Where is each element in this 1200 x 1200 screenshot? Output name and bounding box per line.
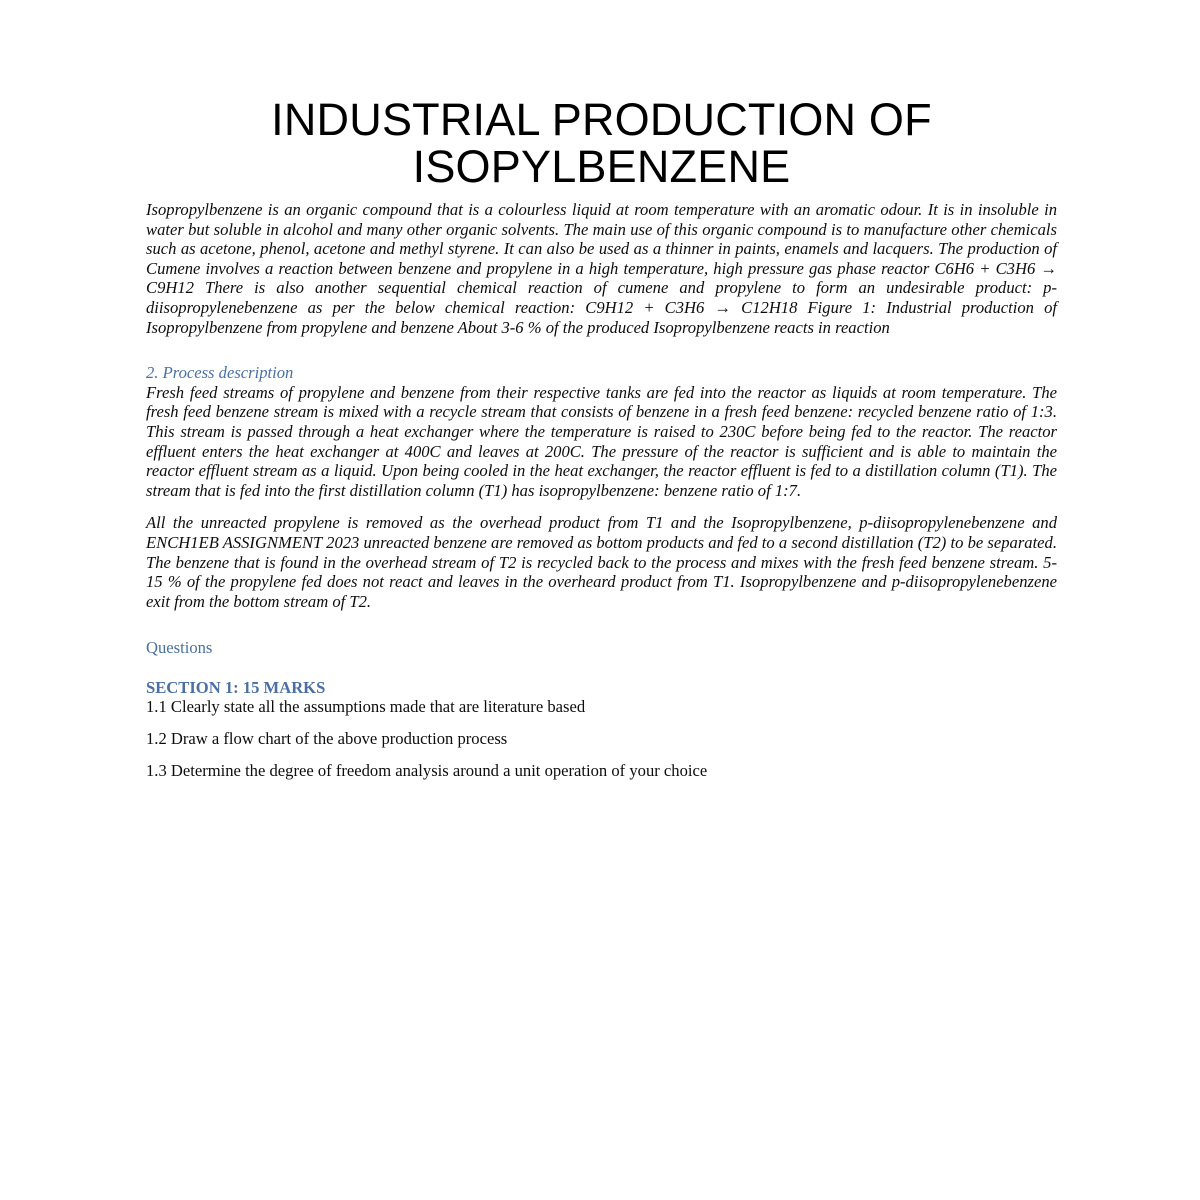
question-item: 1.1 Clearly state all the assumptions made that are literature based	[146, 697, 586, 717]
intro-paragraph: Isopropylbenzene is an organic compound that is a colourless liquid at room temperature with an aromatic odour. It is in insoluble in water but soluble in alcohol and many other organic solvents. The main use of this organic compound is to manufacture other chemicals such as acetone, phenol, acetone and methyl styrene. It can also be used as a thinner in paints, enamels and lacquers. The production of Cumene involves a reaction between benzene and propylene in a high temperature, high pressure gas phase reactor C6H6 + C3H6 → C9H12 There is also another sequential chemical reaction of cumene and propylene to form an undesirable product: p-diisopropylenebenzene as per the below chemical reaction: C9H12 + C3H6 → C12H18 Figure 1: Industrial production of Isopropylbenzene from propylene and benzene About 3-6 % of the produced Isopropylbenzene reacts in reaction	[146, 200, 1057, 337]
process-paragraph-2: All the unreacted propylene is removed as the overhead product from T1 and the Isopropylbenzene, p-diisopropylenebenzene and ENCH1EB ASSIGNMENT 2023 unreacted benzene are removed as bottom products and fed to a second distillation (T2) to be separated. The benzene that is found in the overhead stream of T2 is recycled back to the process and mixes with the fresh feed benzene stream. 5-15 % of the propylene fed does not react and leaves in the overheard product from T1. Isopropylbenzene and p-diisopropylenebenzene exit from the bottom stream of T2.	[146, 513, 1057, 611]
question-item: 1.2 Draw a flow chart of the above production process	[146, 729, 508, 749]
page-title	[146, 96, 1057, 190]
question-item: 1.3 Determine the degree of freedom analysis around a unit operation of your choice	[146, 760, 708, 780]
process-paragraph-1: Fresh feed streams of propylene and benzene from their respective tanks are fed into the reactor as liquids at room temperature. The fresh feed benzene stream is mixed with a recycle stream that consists of benzene in a fresh feed benzene: recycled benzene ratio of 1:3. This stream is passed through a heat exchanger where the temperature is raised to 230C before being fed to the reactor. The reactor effluent enters the heat exchanger at 400C and leaves at 200C. The pressure of the reactor is sufficient and is able to maintain the reactor effluent stream as a liquid. Upon being cooled in the heat exchanger, the reactor effluent is fed to a distillation column (T1). The stream that is fed into the first distillation column (T1) has isopropylbenzene: benzene ratio of 1:7.	[146, 382, 1057, 500]
page-title-line-2: ISOPYLBENZENE	[412, 141, 791, 192]
heading-questions: Questions	[146, 638, 213, 658]
heading-process-description: 2. Process description	[146, 363, 294, 383]
document-body	[146, 96, 1057, 780]
heading-section-1: SECTION 1: 15 MARKS	[146, 677, 326, 697]
page-title-line-1: INDUSTRIAL PRODUCTION OF	[271, 94, 932, 145]
questions-list	[146, 697, 1057, 780]
